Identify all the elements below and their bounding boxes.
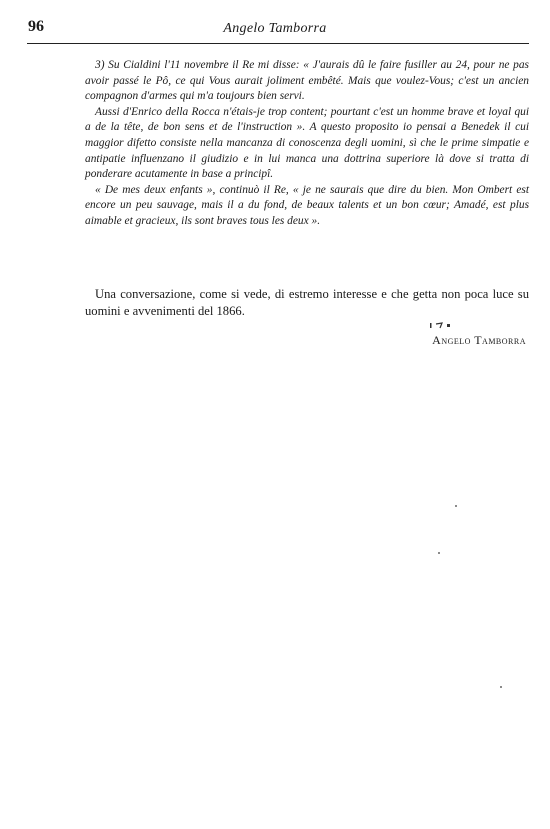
conclusion-block (85, 286, 529, 320)
paper-speck (455, 505, 457, 507)
author-signature: Angelo Tamborra (432, 333, 526, 347)
running-title: Angelo Tamborra (223, 21, 327, 36)
paragraph-2: Aussi d'Enrico della Rocca n'étais-je trop content; pourtant c'est un homme brave et loyal qui a de la tête, de bon sens et de l'instruction ». A questo proposito io pensai a Benedek il cui maggior difetto consiste nella mancanza di conoscenza degli uomini, sì che le prime simpatie e antipatie influenzano il giudizio e in lui manca una dottrina superiore là dove si tratta di ponderare acutamente in base a principî. (85, 105, 529, 181)
header-rule (27, 43, 529, 44)
footnote-text-block (85, 58, 529, 230)
page-number: 96 (28, 18, 44, 35)
paper-speck (438, 552, 440, 554)
paragraph-1: 3) Su Cialdini l'11 novembre il Re mi disse: « J'aurais dû le faire fusiller au 24, pour ne pas avoir passé le Pô, ce qui Vous aurait joliment embêté. Mais que voulez-Vous; c'est un ancien compagnon d'armes qui m'a toujours bien servi. (85, 59, 529, 103)
signature-flourish-icon (428, 320, 458, 330)
conclusion-paragraph: Una conversazione, come si vede, di estremo interesse e che getta non poca luce su uomini e avvenimenti del 1866. (85, 287, 529, 318)
paragraph-3: « De mes deux enfants », continuò il Re, « je ne saurais que dire du bien. Mon Ombert est encore un peu sauvage, mais il a du fond, de beaux talents et un bon cœur; Amadé, est plus aimable et gracieux, ils sont braves tous les deux ». (85, 183, 529, 227)
paper-speck (500, 686, 502, 688)
